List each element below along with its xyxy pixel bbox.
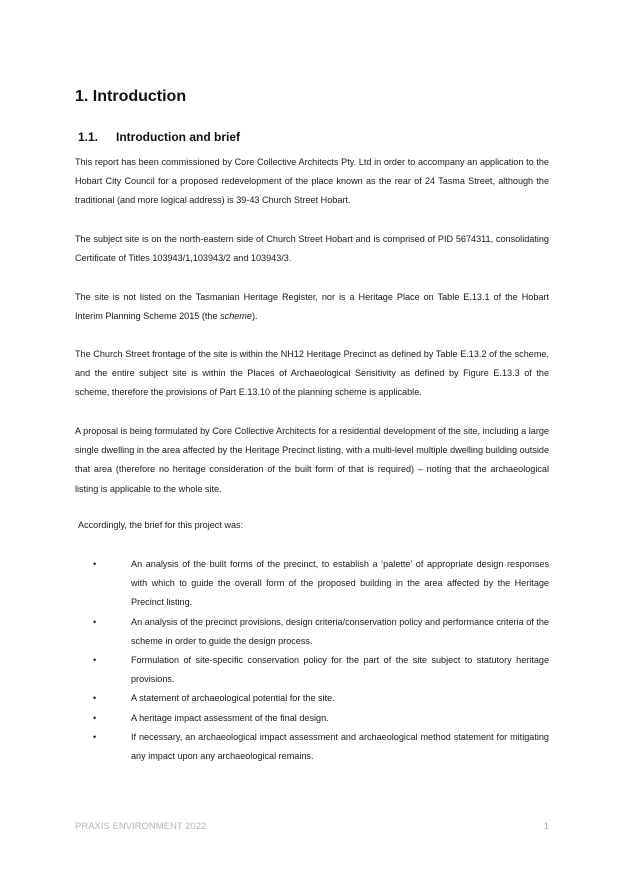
brief-list: [75, 555, 549, 766]
list-item: [75, 613, 549, 651]
list-item-text: An analysis of the built forms of the precinct, to establish a ‘palette’ of appropriate design responses with which to guide the overall form of the proposed building in the area affected by the Heritage Precinct listing.: [131, 559, 549, 608]
paragraph-heritage-listing-text: The site is not listed on the Tasmanian Heritage Register, nor is a Heritage Place on Table E.13.1 of the Hobart Interim Planning Scheme 2015 (the: [75, 292, 549, 322]
list-item-text: Formulation of site-specific conservation policy for the part of the site subject to statutory heritage provisions.: [131, 655, 549, 685]
chapter-heading: 1. Introduction: [75, 88, 187, 105]
section-title: Introduction and brief: [116, 130, 240, 144]
bullet-icon: •: [93, 616, 97, 627]
footer-company: PRAXIS ENVIRONMENT 2022: [75, 821, 207, 832]
paragraph-proposal: A proposal is being formulated by Core Collective Architects for a residential development of the site, including a large single dwelling in the area affected by the Heritage Precinct listing, with a multi-level multiple dwelling building outside that area (therefore no heritage consideration of the built form of that is required) – noting that the archaeological listing is applicable to the whole site.: [75, 426, 549, 494]
list-item: [75, 555, 549, 613]
section-heading: [78, 130, 240, 144]
paragraph-subject-site: The subject site is on the north-eastern side of Church Street Hobart and is comprised of PID 5674311, consolidating Certificate of Titles 103943/1,103943/2 and 103943/3.: [75, 234, 549, 264]
paragraph-precinct: The Church Street frontage of the site is within the NH12 Heritage Precinct as defined by Table E.13.2 of the scheme, and the entire subject site is within the Places of Archaeological Sensitivity as defined by Figure E.13.3 of the scheme, therefore the provisions of Part E.13.10 of the planning scheme is applicable.: [75, 349, 549, 398]
bullet-icon: •: [93, 731, 97, 742]
paragraph-heritage-listing-end: ).: [251, 311, 258, 322]
list-item: [75, 651, 549, 689]
scheme-italic: scheme: [220, 311, 252, 322]
bullet-icon: •: [93, 559, 97, 569]
bullet-icon: •: [93, 712, 97, 723]
list-item: [75, 709, 549, 728]
list-item: [75, 728, 549, 766]
list-item-text: If necessary, an archaeological impact assessment and archaeological method statement for mitigating any impact upon any archaeological remains.: [131, 731, 549, 762]
page-number: 1: [543, 821, 549, 832]
bullet-icon: •: [93, 655, 97, 666]
bullet-icon: •: [93, 693, 97, 704]
list-item-text: A heritage impact assessment of the final design.: [131, 712, 329, 723]
list-item: [75, 689, 549, 708]
paragraph-heritage-listing: [75, 288, 549, 326]
section-number: 1.1.: [78, 130, 99, 144]
list-item-text: A statement of archaeological potential for the site.: [131, 693, 335, 704]
paragraph-commission: This report has been commissioned by Core Collective Architects Pty. Ltd in order to accompany an application to the Hobart City Council for a proposed redevelopment of the place known as the rear of 24 Tasma Street, although the traditional (and more logical address) is 39-43 Church Street Hobart.: [75, 157, 549, 206]
paragraph-brief-intro: Accordingly, the brief for this project was:: [78, 520, 244, 530]
list-item-text: An analysis of the precinct provisions, design criteria/conservation policy and performance criteria of the scheme in order to guide the design process.: [131, 616, 549, 646]
